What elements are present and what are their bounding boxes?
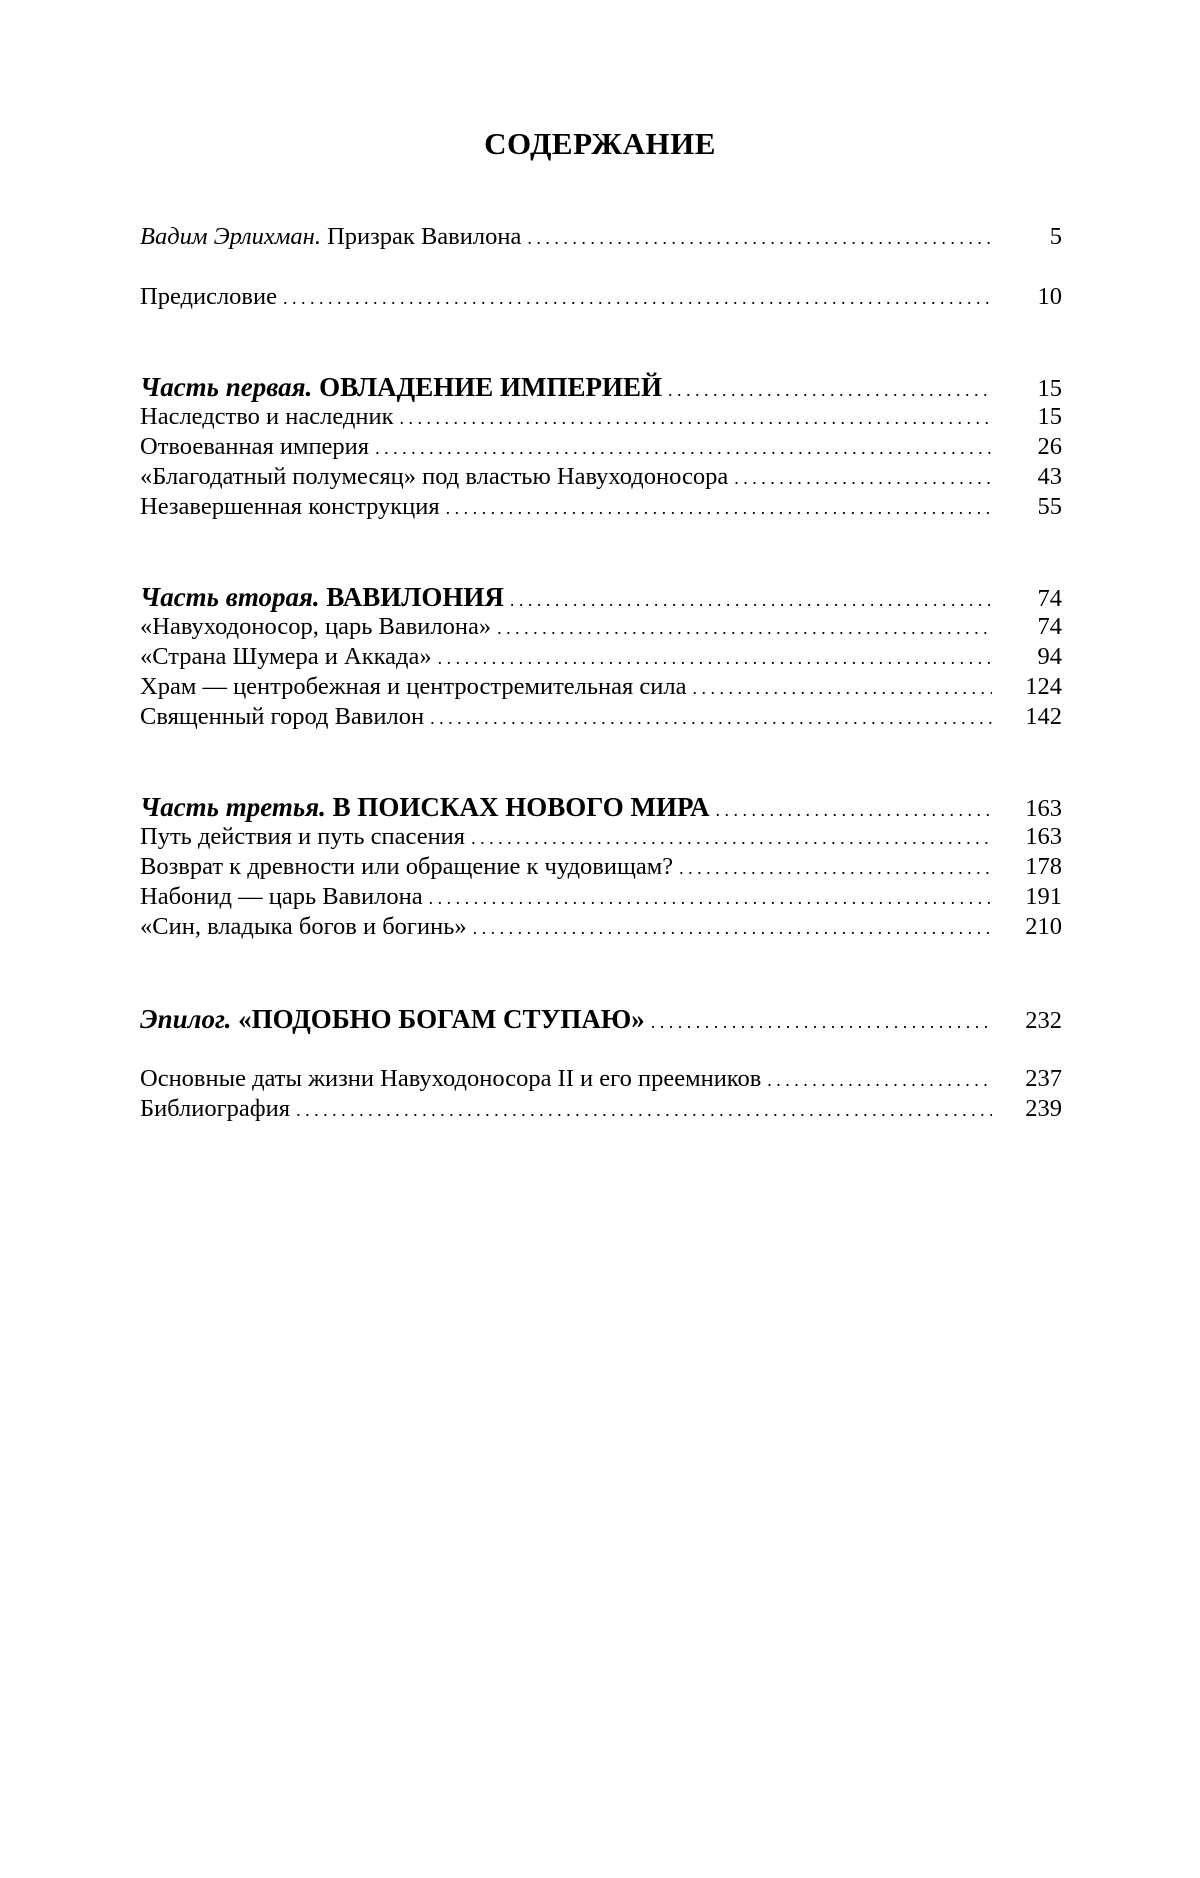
page-number: 26 bbox=[1037, 433, 1062, 460]
entry-title: «Навуходоносор, царь Вавилона» bbox=[140, 613, 492, 640]
toc-part-heading-3[interactable] bbox=[140, 792, 1062, 822]
leader-dots bbox=[375, 433, 992, 463]
page-number: 15 bbox=[1037, 403, 1062, 430]
leader-dots bbox=[527, 223, 992, 253]
leader-dots bbox=[651, 1007, 992, 1037]
toc-entry[interactable] bbox=[140, 432, 1062, 462]
page-number: 43 bbox=[1037, 463, 1062, 490]
entry-title: «Страна Шумера и Аккада» bbox=[140, 643, 432, 670]
entry-title: «Син, владыка богов и богинь» bbox=[140, 913, 467, 940]
page-number: 10 bbox=[1037, 283, 1062, 310]
page-number: 191 bbox=[1025, 883, 1062, 910]
page-number: 74 bbox=[1037, 613, 1062, 640]
leader-dots bbox=[473, 913, 992, 943]
entry-title: Набонид — царь Вавилона bbox=[140, 883, 423, 910]
entry-title: Храм — центробежная и центростремительная сила bbox=[140, 673, 687, 700]
leader-dots bbox=[767, 1065, 992, 1095]
toc-entry[interactable] bbox=[140, 702, 1062, 732]
leader-dots bbox=[446, 493, 992, 523]
part-label: Эпилог. bbox=[140, 1004, 232, 1034]
page-number: 15 bbox=[1037, 375, 1062, 402]
toc-entry[interactable] bbox=[140, 912, 1062, 942]
entry-title: Основные даты жизни Навуходоносора II и его преемников bbox=[140, 1065, 762, 1092]
entry-title: Путь действия и путь спасения bbox=[140, 823, 466, 850]
part-title: ОВЛАДЕНИЕ ИМПЕРИЕЙ bbox=[319, 372, 663, 402]
page-number: 5 bbox=[1049, 223, 1062, 250]
entry-title: Призрак Вавилона bbox=[327, 223, 522, 250]
leader-dots bbox=[283, 283, 992, 313]
leader-dots bbox=[734, 463, 992, 493]
toc-entry[interactable] bbox=[140, 822, 1062, 852]
page-number: 178 bbox=[1025, 853, 1062, 880]
leader-dots bbox=[716, 795, 992, 825]
page-number: 239 bbox=[1025, 1095, 1062, 1122]
part-title: «ПОДОБНО БОГАМ СТУПАЮ» bbox=[238, 1004, 645, 1034]
toc-entry[interactable] bbox=[140, 852, 1062, 882]
toc-entry[interactable] bbox=[140, 402, 1062, 432]
leader-dots bbox=[679, 853, 992, 883]
leader-dots bbox=[430, 703, 992, 733]
toc-entry[interactable] bbox=[140, 492, 1062, 522]
page-number: 237 bbox=[1025, 1065, 1062, 1092]
entry-title: Библиография bbox=[140, 1095, 291, 1122]
part-label: Часть вторая. bbox=[140, 582, 320, 612]
page-number: 163 bbox=[1025, 795, 1062, 822]
page-number: 124 bbox=[1025, 673, 1062, 700]
leader-dots bbox=[296, 1095, 992, 1125]
entry-author: Вадим Эрлихман. bbox=[140, 223, 321, 250]
toc-entry-intro[interactable] bbox=[140, 222, 1062, 252]
toc-entry[interactable] bbox=[140, 642, 1062, 672]
part-label: Часть первая. bbox=[140, 372, 313, 402]
leader-dots bbox=[693, 673, 992, 703]
page-number: 232 bbox=[1025, 1007, 1062, 1034]
leader-dots bbox=[429, 883, 992, 913]
leader-dots bbox=[438, 643, 992, 673]
part-label: Часть третья. bbox=[140, 792, 326, 822]
toc-entry-preface[interactable] bbox=[140, 282, 1062, 312]
toc-entry[interactable] bbox=[140, 612, 1062, 642]
toc-entry-chronology[interactable] bbox=[140, 1064, 1062, 1094]
page-number: 55 bbox=[1037, 493, 1062, 520]
leader-dots bbox=[400, 403, 992, 433]
entry-title: Наследство и наследник bbox=[140, 403, 394, 430]
entry-title: Возврат к древности или обращение к чудовищам? bbox=[140, 853, 674, 880]
leader-dots bbox=[668, 375, 992, 405]
toc-part-heading-2[interactable] bbox=[140, 582, 1062, 612]
page-number: 94 bbox=[1037, 643, 1062, 670]
page-title: СОДЕРЖАНИЕ bbox=[484, 126, 716, 161]
leader-dots bbox=[471, 823, 992, 853]
page-number: 163 bbox=[1025, 823, 1062, 850]
entry-title: Предисловие bbox=[140, 283, 277, 310]
toc-entry-bibliography[interactable] bbox=[140, 1094, 1062, 1124]
page-number: 210 bbox=[1025, 913, 1062, 940]
toc-epilogue[interactable] bbox=[140, 1004, 1062, 1034]
toc-entry[interactable] bbox=[140, 672, 1062, 702]
page-number: 142 bbox=[1025, 703, 1062, 730]
entry-title: Отвоеванная империя bbox=[140, 433, 370, 460]
part-title: ВАВИЛОНИЯ bbox=[326, 582, 504, 612]
entry-title: «Благодатный полумесяц» под властью Навуходоносора bbox=[140, 463, 729, 490]
entry-title: Незавершенная конструкция bbox=[140, 493, 440, 520]
toc-part-heading-1[interactable] bbox=[140, 372, 1062, 402]
entry-title: Священный город Вавилон bbox=[140, 703, 425, 730]
leader-dots bbox=[497, 613, 992, 643]
toc-entry[interactable] bbox=[140, 882, 1062, 912]
page-number: 74 bbox=[1037, 585, 1062, 612]
part-title: В ПОИСКАХ НОВОГО МИРА bbox=[332, 792, 710, 822]
leader-dots bbox=[510, 585, 992, 615]
toc-entry[interactable] bbox=[140, 462, 1062, 492]
